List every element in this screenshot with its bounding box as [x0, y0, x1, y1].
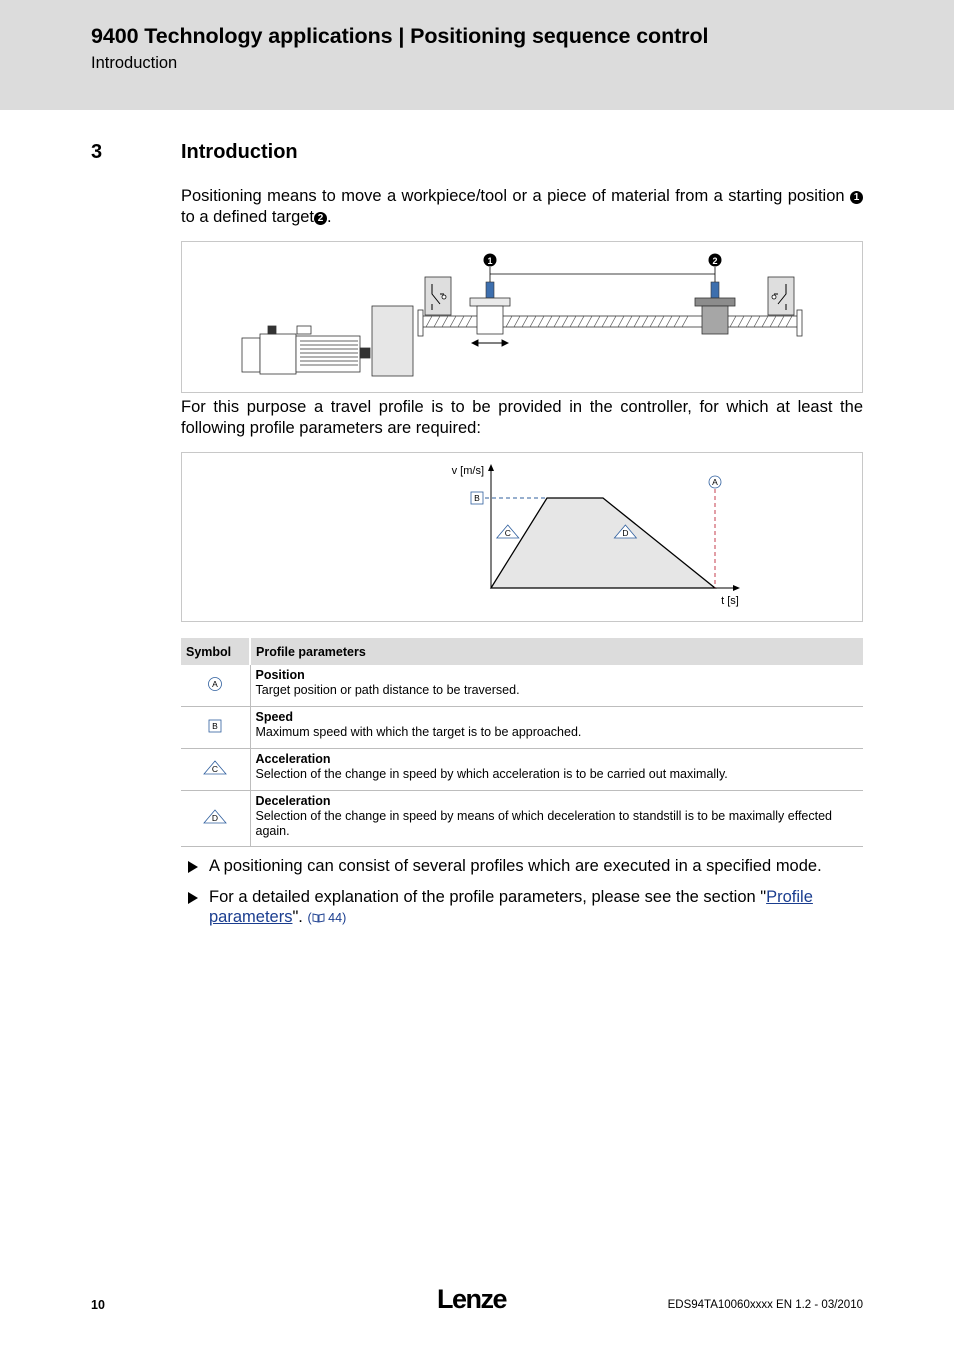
- intro-text-2: to a defined target: [181, 208, 315, 226]
- symbol-d-icon: [202, 809, 228, 825]
- symbol-c-icon: [202, 760, 228, 776]
- spindle-icon: [418, 310, 802, 336]
- param-desc: Maximum speed with which the target is to be approached.: [255, 725, 582, 739]
- x-axis-label: t [s]: [721, 595, 739, 607]
- document-title: 9400 Technology applications | Positioning sequence control: [91, 24, 709, 48]
- annotation-c-label: C: [504, 528, 511, 538]
- symbol-b-label: B: [212, 720, 219, 731]
- symbol-cell: [181, 665, 250, 707]
- bullet-text-after: ".: [292, 908, 303, 926]
- bullet-text: A positioning can consist of several profiles which are executed in a specified mode.: [209, 857, 822, 875]
- page-reference-number: 44: [328, 911, 343, 925]
- intro-text-3: .: [327, 208, 332, 226]
- symbol-d-label: D: [212, 812, 219, 823]
- section-title: Introduction: [181, 141, 298, 163]
- annotation-a: [709, 476, 721, 488]
- intro-text-1: Positioning means to move a workpiece/tool or a piece of material from a starting position: [181, 187, 850, 205]
- symbol-cell: [181, 749, 250, 791]
- bullet-text: [209, 887, 859, 928]
- symbol-c-label: C: [212, 763, 219, 774]
- table-row: [181, 749, 863, 791]
- gearbox-icon: [372, 306, 413, 376]
- document-subtitle: Introduction: [91, 54, 178, 72]
- symbol-a-label: A: [212, 678, 219, 689]
- symbol-cell: [181, 707, 250, 749]
- param-name: Deceleration: [255, 794, 331, 808]
- x-axis-arrow: [733, 585, 740, 591]
- symbol-a-icon: [207, 676, 223, 692]
- symbol-b-icon: [207, 718, 223, 734]
- param-cell: [250, 665, 863, 707]
- positioning-axis-figure: [181, 241, 863, 393]
- y-axis-label: v [m/s]: [451, 465, 484, 477]
- param-name: Speed: [255, 710, 294, 724]
- profile-parameters-table: [181, 638, 863, 847]
- marker-2-badge: 2: [314, 212, 327, 225]
- profile-parameters-link[interactable]: Profile parameters: [209, 888, 813, 926]
- profile-area: [491, 498, 715, 588]
- page-reference-link[interactable]: ( 44): [307, 911, 347, 925]
- page-number: 10: [91, 1298, 105, 1312]
- annotation-b: [471, 492, 483, 504]
- bullet-triangle-icon: [188, 892, 198, 904]
- param-desc: Target position or path distance to be traversed.: [255, 683, 520, 697]
- table-row: [181, 665, 863, 707]
- table-row: [181, 791, 863, 847]
- travel-profile-figure: [181, 452, 863, 622]
- param-cell: [250, 791, 863, 847]
- limit-switch-right-icon: [768, 277, 794, 315]
- param-cell: [250, 749, 863, 791]
- lenze-logo: Lenze: [437, 1284, 507, 1314]
- annotation-c: [497, 525, 519, 538]
- marker-2-label: 2: [712, 256, 718, 266]
- bullet-triangle-icon: [188, 861, 198, 873]
- marker-1-label: 1: [487, 256, 493, 266]
- table-row: [181, 707, 863, 749]
- annotation-a-label: A: [712, 477, 718, 487]
- intro-paragraph: [181, 186, 863, 228]
- book-icon: [312, 913, 325, 923]
- table-header-row: [181, 638, 863, 665]
- limit-switch-left-icon: [425, 277, 451, 315]
- annotation-d-label: D: [622, 528, 629, 538]
- bullet-text-before: For a detailed explanation of the profile parameters, please see the section ": [209, 888, 767, 906]
- param-cell: [250, 707, 863, 749]
- header-band: [0, 0, 954, 110]
- header-profile-parameters: Profile parameters: [250, 638, 863, 665]
- marker-1-badge: 1: [850, 191, 863, 204]
- header-symbol: Symbol: [181, 638, 250, 665]
- y-axis-arrow: [488, 464, 494, 471]
- symbol-cell: [181, 791, 250, 847]
- document-id: EDS94TA10060xxxx EN 1.2 - 03/2010: [667, 1299, 863, 1311]
- movement-arrow-icon: [472, 340, 508, 346]
- param-desc: Selection of the change in speed by means of which deceleration to standstill is to be maximally effected again.: [255, 809, 832, 838]
- param-name: Acceleration: [255, 752, 331, 766]
- axis-illustration: [182, 242, 862, 392]
- motor-icon: [242, 326, 370, 374]
- section-number: 3: [91, 141, 103, 163]
- param-desc: Selection of the change in speed by which acceleration is to be carried out maximally.: [255, 767, 728, 781]
- annotation-b-label: B: [474, 493, 480, 503]
- travel-profile-chart: [182, 453, 862, 621]
- profile-intro-paragraph: For this purpose a travel profile is to be provided in the controller, for which at least the following profile parameters are required:: [181, 398, 863, 437]
- param-name: Position: [255, 668, 305, 682]
